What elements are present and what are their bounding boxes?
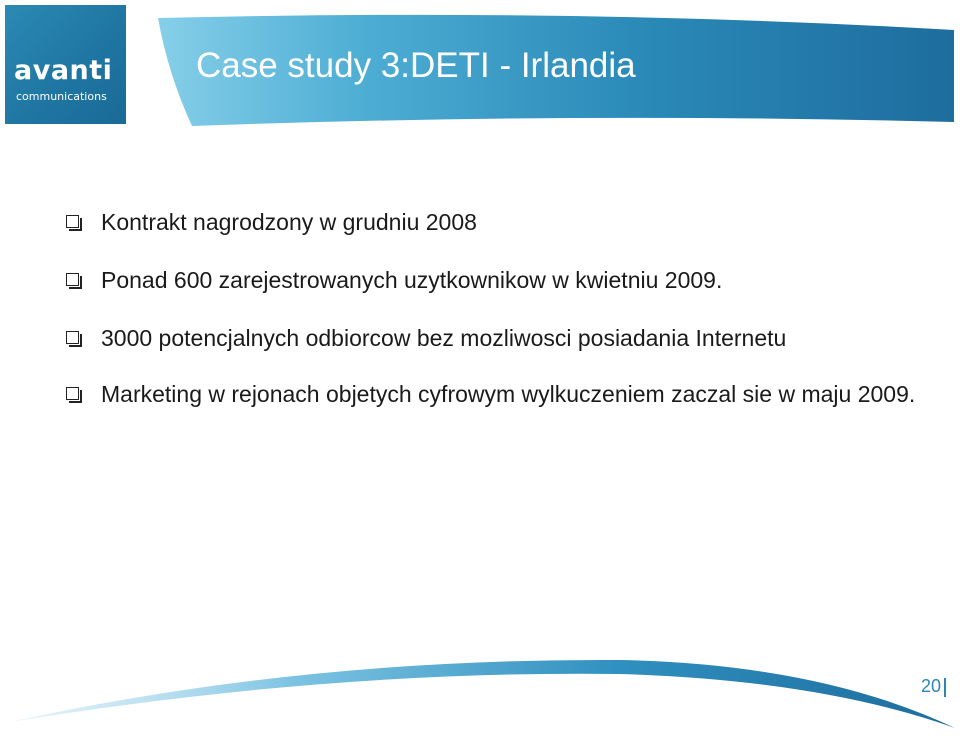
- logo-wordmark: avanti: [14, 55, 113, 86]
- bullet-text: Ponad 600 zarejestrowanych uzytkownikow w kwietniu 2009.: [101, 267, 723, 293]
- avanti-logo: [5, 5, 126, 124]
- bullet-text: Marketing w rejonach objetych cyfrowym wylkuczeniem zaczal sie w maju 2009.: [101, 381, 916, 407]
- checkbox-bullet-icon: [66, 215, 79, 228]
- slide-title: Case study 3:DETI - Irlandia: [196, 46, 636, 85]
- bullet-item: [66, 322, 926, 354]
- bullet-item: [66, 378, 926, 410]
- bullet-item: [66, 206, 926, 238]
- bullet-item: [66, 264, 926, 296]
- page-number-divider: [944, 678, 946, 697]
- footer-swoosh: [0, 640, 960, 736]
- logo-subtitle: communications: [16, 90, 107, 103]
- bullet-text: 3000 potencjalnych odbiorcow bez mozliwosci posiadania Internetu: [101, 325, 787, 351]
- checkbox-bullet-icon: [66, 273, 79, 286]
- page-number: 20: [921, 676, 942, 696]
- checkbox-bullet-icon: [66, 387, 79, 400]
- bullet-text: Kontrakt nagrodzony w grudniu 2008: [101, 209, 477, 235]
- checkbox-bullet-icon: [66, 331, 79, 344]
